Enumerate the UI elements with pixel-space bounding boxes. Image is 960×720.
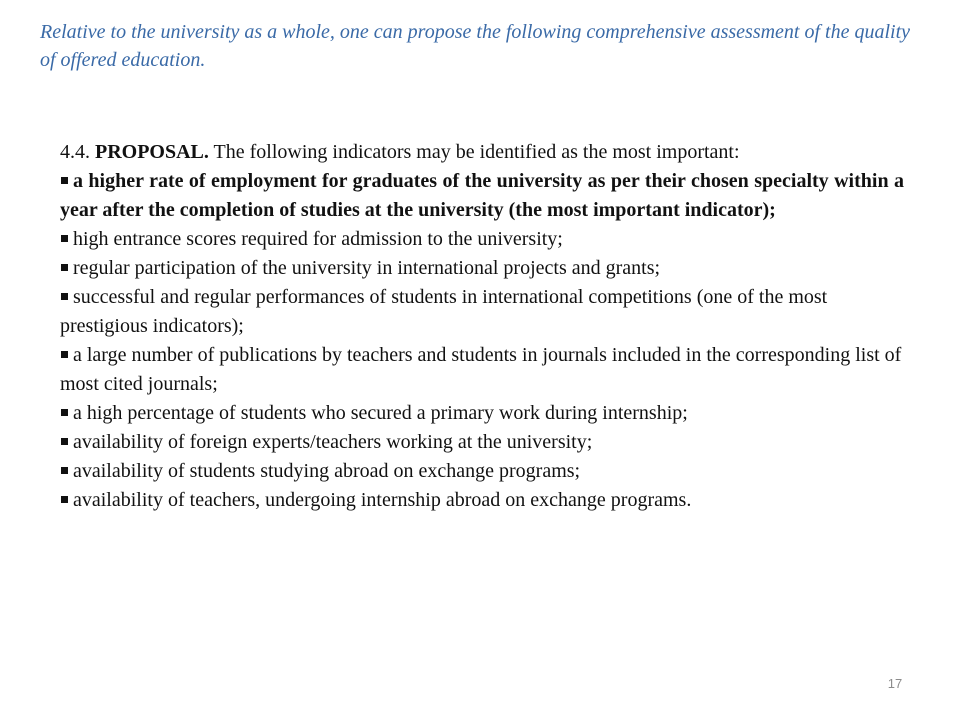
indicator-text: high entrance scores required for admission to the university; <box>73 228 563 250</box>
square-bullet-icon <box>61 438 68 445</box>
square-bullet-icon <box>61 409 68 416</box>
list-item <box>60 225 904 254</box>
list-item <box>60 457 904 486</box>
square-bullet-icon <box>61 293 68 300</box>
list-item <box>60 283 904 341</box>
square-bullet-icon <box>61 177 68 184</box>
indicator-text: availability of foreign experts/teachers working at the university; <box>73 431 593 453</box>
square-bullet-icon <box>61 496 68 503</box>
list-item <box>60 167 904 225</box>
list-item <box>60 399 904 428</box>
proposal-heading: PROPOSAL. <box>95 141 209 163</box>
indicator-list <box>60 167 904 515</box>
indicator-text: availability of students studying abroad on exchange programs; <box>73 460 581 482</box>
proposal-intro: The following indicators may be identified as the most important: <box>213 141 740 163</box>
indicator-text: regular participation of the university in international projects and grants; <box>73 257 661 279</box>
list-item <box>60 428 904 457</box>
square-bullet-icon <box>61 467 68 474</box>
indicator-text: availability of teachers, undergoing internship abroad on exchange programs. <box>73 489 692 511</box>
list-item <box>60 254 904 283</box>
indicator-text: successful and regular performances of students in international competitions (one of the most prestigious indicators); <box>60 286 828 337</box>
square-bullet-icon <box>61 235 68 242</box>
page-number: 17 <box>887 676 903 691</box>
indicator-text: a large number of publications by teachers and students in journals included in the corresponding list of most cited journals; <box>60 344 902 395</box>
square-bullet-icon <box>61 264 68 271</box>
list-item <box>60 486 904 515</box>
indicator-text: a high percentage of students who secured a primary work during internship; <box>73 402 688 424</box>
section-number: 4.4. <box>60 141 90 163</box>
list-item <box>60 341 904 399</box>
square-bullet-icon <box>61 351 68 358</box>
indicator-text: a higher rate of employment for graduates of the university as per their chosen specialty within a year after the completion of studies at the university (the most important indicator); <box>60 170 904 221</box>
slide-content <box>60 138 904 515</box>
proposal-line <box>60 138 904 167</box>
slide-title: Relative to the university as a whole, one can propose the following comprehensive assessment of the quality of offered education. <box>40 21 911 71</box>
